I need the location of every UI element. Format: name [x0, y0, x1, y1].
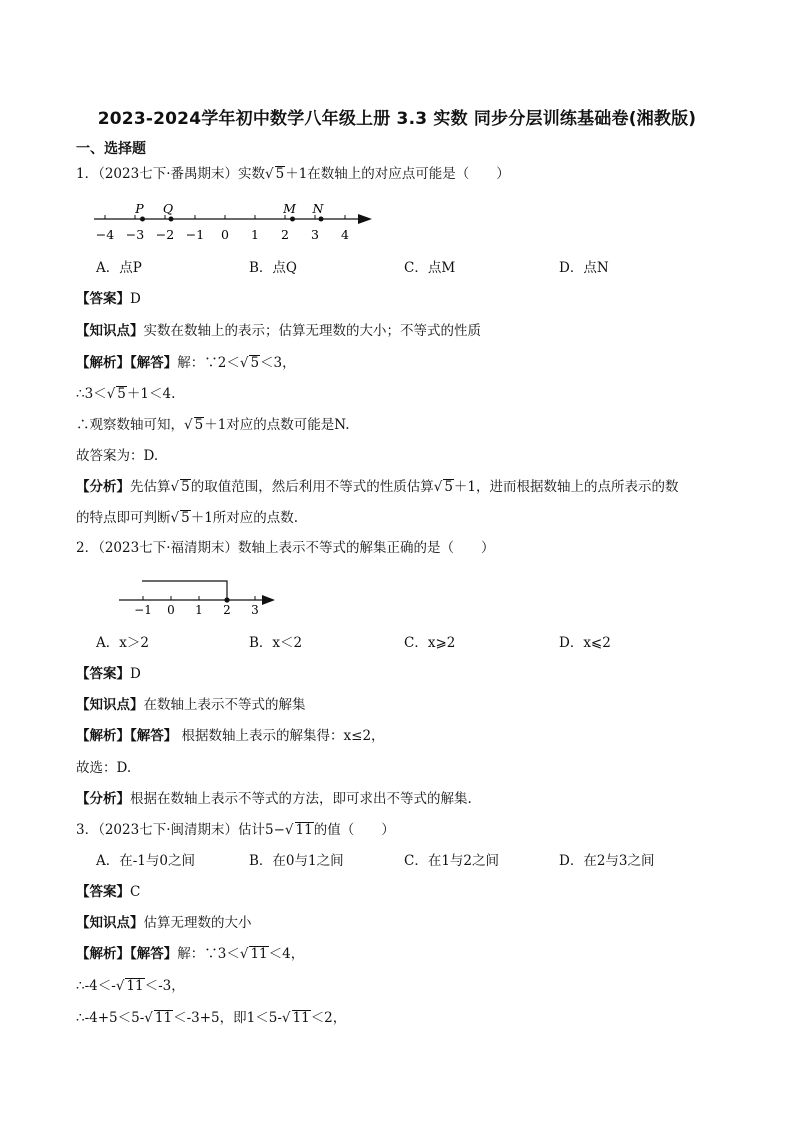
tick-label: 2 — [281, 227, 289, 242]
q2-option-c[interactable]: C．x⩾2 — [404, 635, 456, 651]
q1-knowledge: 【知识点】实数在数轴上的表示；估算无理数的大小；不等式的性质 — [76, 323, 481, 339]
q3-solution-1: 【解析】【解答】解：∵3＜√ 11＜4， — [76, 946, 305, 962]
q3-knowledge: 【知识点】估算无理数的大小 — [76, 915, 252, 931]
tick-label: 4 — [341, 227, 349, 242]
q2-solution-1: 【解析】【解答】 根据数轴上表示的解集得：x≤2， — [76, 728, 385, 744]
q2-option-a[interactable]: A．x＞2 — [96, 635, 149, 651]
q2-summary: 【分析】根据在数轴上表示不等式的方法，即可求出不等式的解集. — [76, 791, 472, 807]
tick-label: 1 — [195, 603, 203, 617]
tick-label: −1 — [134, 603, 152, 617]
q3-answer: 【答案】C — [76, 884, 141, 900]
q1-solution-2: ∴3＜√ 5＋1＜4. — [76, 386, 176, 402]
q1-number-line — [90, 200, 380, 246]
q3-option-b[interactable]: B．在0与1之间 — [249, 853, 344, 869]
q1-summary-2: 的特点即可判断√ 5＋1所对应的点数. — [76, 510, 299, 526]
q3-solution-3: ∴-4+5＜5-√ 11＜-3+5，即1＜5-√ 11＜2， — [76, 1010, 347, 1026]
document-title: 2023-2024学年初中数学八年级上册 3.3 实数 同步分层训练基础卷(湘教版) — [97, 109, 697, 129]
q1-solution-3: ∴观察数轴可知，√ 5＋1对应的点数可能是N. — [76, 417, 350, 433]
point-dot — [140, 217, 145, 222]
q2-number-line — [115, 572, 280, 618]
point-label: N — [312, 201, 324, 216]
q1-solution-1: 【解析】【解答】解：∵2＜√ 5＜3， — [76, 355, 296, 371]
q1-summary-1: 【分析】先估算√ 5的取值范围，然后利用不等式的性质估算√ 5＋1，进而根据数轴上的点所表示的数 — [76, 479, 679, 495]
q1-stem: 1．（2023七下·番禺期末）实数√ 5＋1在数轴上的对应点可能是（ ） — [76, 166, 510, 182]
q3-solution-2: ∴-4＜-√ 11＜-3， — [76, 978, 185, 994]
q2-knowledge: 【知识点】在数轴上表示不等式的解集 — [76, 697, 306, 713]
tick-label: 3 — [311, 227, 319, 242]
q2-option-b[interactable]: B．x＜2 — [249, 635, 303, 651]
point-dot — [290, 217, 295, 222]
point-label: M — [283, 201, 296, 216]
q2-stem: 2．（2023七下·福清期末）数轴上表示不等式的解集正确的是（ ） — [76, 540, 495, 556]
tick-label: 0 — [167, 603, 175, 617]
tick-label: 2 — [223, 603, 231, 617]
tick-label: −2 — [155, 227, 175, 242]
q2-option-d[interactable]: D．x⩽2 — [559, 635, 611, 651]
tick-label: 1 — [251, 227, 259, 242]
section-heading: 一、选择题 — [76, 141, 146, 157]
point-dot — [169, 217, 174, 222]
solution-set-bracket — [142, 581, 227, 600]
tick-label: 3 — [251, 603, 259, 617]
tick-label: −4 — [95, 227, 115, 242]
q3-stem: 3．（2023七下·闽清期末）估计5−√ 11的值（ ） — [76, 822, 395, 838]
q1-solution-4: 故答案为：D. — [76, 448, 159, 464]
q3-option-d[interactable]: D．在2与3之间 — [559, 853, 655, 869]
q1-option-c[interactable]: C．点M — [404, 260, 456, 276]
q1-answer: 【答案】D — [76, 291, 141, 307]
tick-label: 0 — [221, 227, 229, 242]
q1-option-d[interactable]: D．点N — [559, 260, 609, 276]
point-label: Q — [162, 201, 174, 216]
q1-option-a[interactable]: A．点P — [96, 260, 142, 276]
q3-option-c[interactable]: C．在1与2之间 — [404, 853, 500, 869]
tick-label: −3 — [125, 227, 145, 242]
q1-option-b[interactable]: B．点Q — [249, 260, 297, 276]
q2-solution-2: 故选：D. — [76, 760, 132, 776]
q3-option-a[interactable]: A．在-1与0之间 — [96, 853, 195, 869]
tick-label: −1 — [185, 227, 205, 242]
q2-answer: 【答案】D — [76, 666, 141, 682]
point-label: P — [135, 201, 144, 216]
point-dot — [319, 217, 324, 222]
radical: 5 — [275, 166, 285, 182]
